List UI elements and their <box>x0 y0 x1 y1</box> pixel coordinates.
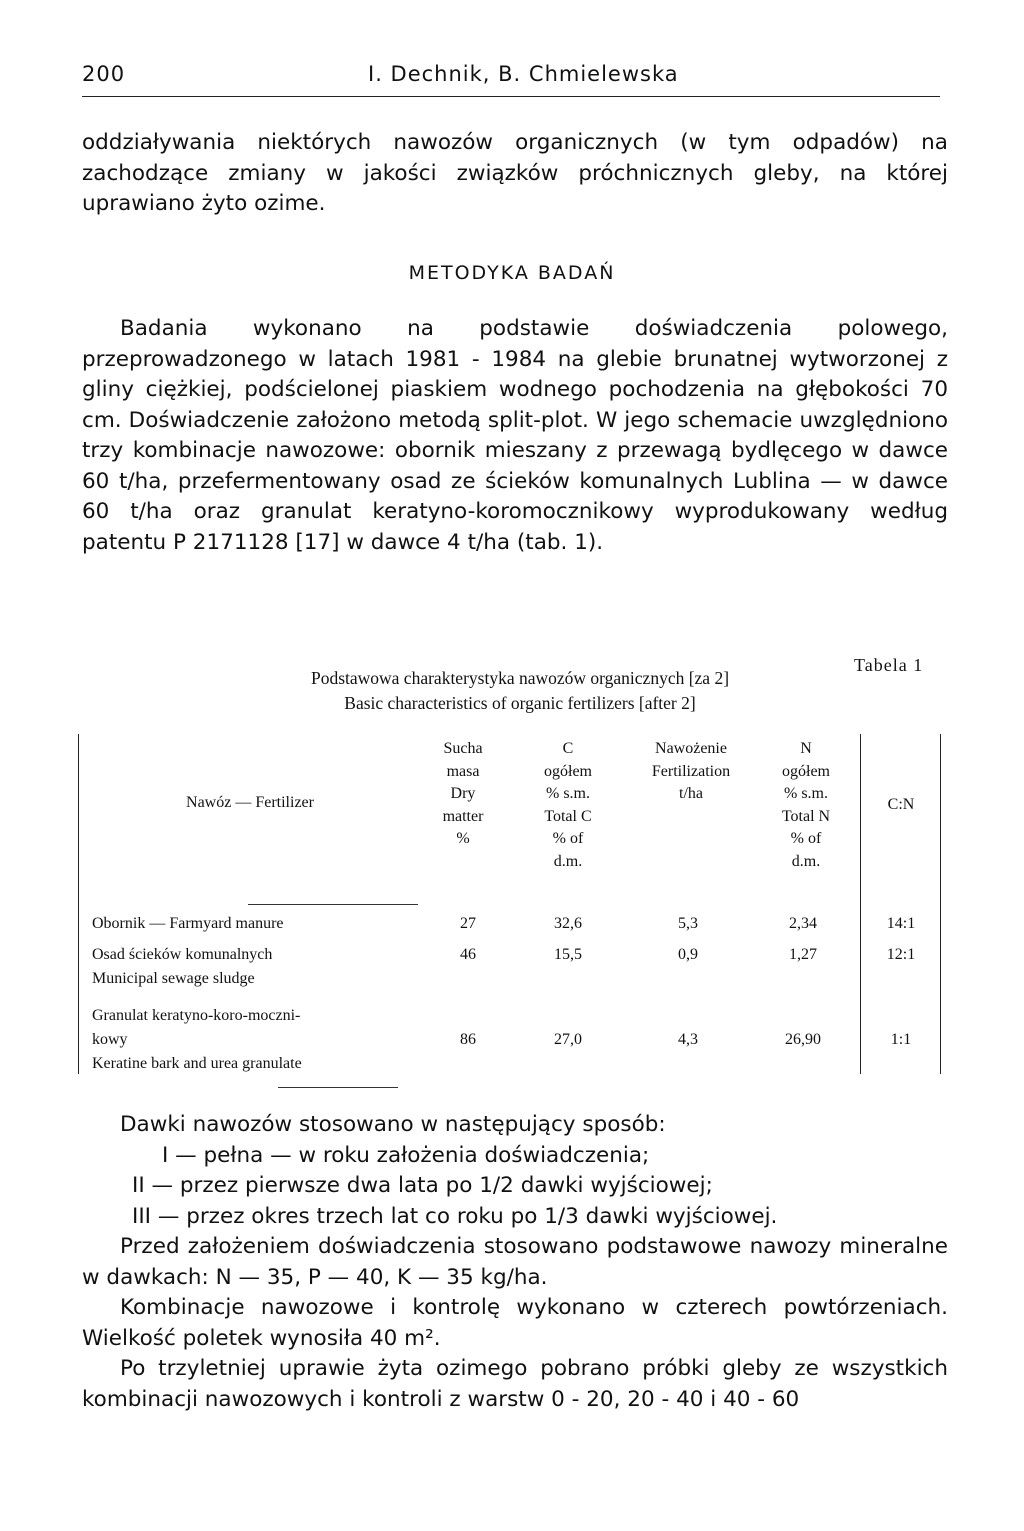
row-2-n: 1,27 <box>789 946 817 963</box>
row-1-n: 2,34 <box>789 915 817 932</box>
table-label: Tabela 1 <box>854 655 924 675</box>
row-1-dose: 5,3 <box>678 915 698 932</box>
row-2-cn: 12:1 <box>886 946 916 963</box>
paragraph-replications: Kombinacje nawozowe i kontrolę wykonano w czterech powtórzeniach. Wielkość poletek wynosiła 40 m². <box>82 1295 948 1351</box>
row-1-cn: 14:1 <box>886 915 916 932</box>
dose-II: II — przez pierwsze dwa lata po 1/2 dawki wyjściowej; <box>132 1173 713 1198</box>
running-authors: I. Dechnik, B. Chmielewska <box>368 62 679 86</box>
row-2-name: Osad ścieków komunalnych Municipal sewage sludge <box>92 946 273 987</box>
row-2-c: 15,5 <box>554 946 582 963</box>
row-1-dry: 27 <box>460 915 476 932</box>
doses-and-procedure <box>82 1110 948 1415</box>
header-carbon: C ogółem % s.m. Total C % of d.m. <box>544 740 592 870</box>
row-3-cn: 1:1 <box>890 1031 912 1048</box>
row-3-name: Granulat keratyno-koro-moczni- kowy Keratine bark and urea granulate <box>92 1007 302 1072</box>
row-3-n: 26,90 <box>785 1031 821 1048</box>
header-cn: C:N <box>887 796 915 813</box>
methods-text: Badania wykonano na podstawie doświadczenia polowego, przeprowadzonego w latach 1981 - 1984 na glebie brunatnej wytworzonej z gliny ciężkiej, podścielonej piaskiem wodnego pochodzenia na głębokości 70 cm. Doświadczenie założono metodą split-plot. W jego schemacie uwzględniono trzy kombinacje nawozowe: obornik mieszany z przewagą bydlęcego w dawce 60 t/ha, przefermentowany osad ze ścieków komunalnych Lublina — w dawce 60 t/ha oraz granulat keratyno-koromocznikowy wyprodukowany według patentu P 2171128 [17] w dawce 4 t/ha (tab. 1). <box>82 316 948 555</box>
header-dry-matter: Sucha masa Dry matter % <box>442 740 484 847</box>
table-caption-pl: Podstawowa charakterystyka nawozów organicznych [za 2] <box>310 668 730 688</box>
running-header <box>82 62 940 97</box>
intro-text: oddziaływania niektórych nawozów organicznych (w tym odpadów) na zachodzące zmiany w jakości związków próchnicznych gleby, na której uprawiano żyto ozime. <box>82 130 948 216</box>
row-2-dry: 46 <box>460 946 476 963</box>
row-3-c: 27,0 <box>554 1031 582 1048</box>
row-1-c: 32,6 <box>554 915 582 932</box>
table-caption-en: Basic characteristics of organic fertilizers [after 2] <box>344 693 696 713</box>
page-number: 200 <box>82 62 126 86</box>
methods-paragraph <box>82 314 948 558</box>
header-nitrogen: N ogółem % s.m. Total N % of d.m. <box>781 740 831 870</box>
table-header-rule <box>248 904 418 905</box>
section-title: METODYKA BADAŃ <box>408 262 616 284</box>
row-1-name: Obornik — Farmyard manure <box>92 915 284 932</box>
row-3-dose: 4,3 <box>678 1031 698 1048</box>
dose-III: III — przez okres trzech lat co roku po 1/3 dawki wyjściowej. <box>132 1203 778 1229</box>
header-fertilizer: Nawóz — Fertilizer <box>186 794 314 811</box>
dose-I: I — pełna — w roku założenia doświadczenia; <box>162 1142 650 1168</box>
table-rule-left <box>78 734 79 1074</box>
table-bottom-rule <box>278 1087 398 1088</box>
paragraph-sampling: Po trzyletniej uprawie żyta ozimego pobrano próbki gleby ze wszystkich kombinacji nawozowych i kontroli z warstw 0 - 20, 20 - 40 i 40 - 60 <box>82 1356 948 1412</box>
row-3-dry: 86 <box>460 1031 476 1048</box>
paragraph-mineral: Przed założeniem doświadczenia stosowano podstawowe nawozy mineralne w dawkach: N — 35, P — 40, K — 35 kg/ha. <box>82 1234 948 1290</box>
table-rule-right <box>940 734 941 1074</box>
fertilizer-table <box>78 734 942 1074</box>
doses-intro: Dawki nawozów stosowano w następujący sposób: <box>120 1112 666 1137</box>
intro-paragraph <box>82 128 948 220</box>
header-fertilization: Nawożenie Fertilization t/ha <box>651 740 731 802</box>
row-2-dose: 0,9 <box>678 946 698 963</box>
